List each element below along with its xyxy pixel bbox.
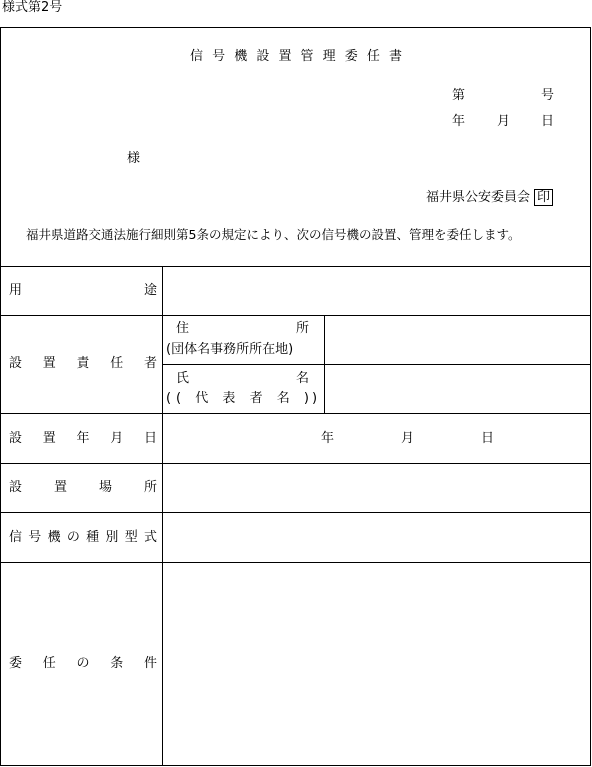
label-signal-type: 信 号 機 の 種 別 型 式 xyxy=(9,530,157,545)
issuer: 福井県公安委員会 xyxy=(426,190,531,205)
label-name-paren-open: ( xyxy=(166,391,172,406)
label-name: 氏 名 xyxy=(176,371,309,386)
label-address: 住 所 xyxy=(176,321,309,336)
row-line-date xyxy=(0,463,591,464)
label-column-line xyxy=(162,266,163,766)
label-address-note: (団体名事務所所在地) xyxy=(166,342,294,357)
number-go: 号 xyxy=(541,88,555,103)
label-conditions: 委 任 の 条 件 xyxy=(9,656,157,671)
label-location: 設 置 場 所 xyxy=(9,480,157,495)
table-top-line xyxy=(0,266,591,267)
install-date-year: 年 xyxy=(321,431,335,446)
addressee-suffix: 様 xyxy=(127,151,141,166)
label-name-paren-close: ) xyxy=(312,391,318,406)
row-line-location xyxy=(0,512,591,513)
label-name-note: ( 代 表 者 名 ) xyxy=(176,391,309,406)
row-line-type xyxy=(0,562,591,563)
issuer-line xyxy=(426,189,553,206)
seal-mark: 印 xyxy=(534,189,553,206)
date-month: 月 xyxy=(497,114,511,129)
row-line-address xyxy=(162,364,591,365)
form-number: 様式第2号 xyxy=(2,0,63,15)
label-install-date: 設 置 年 月 日 xyxy=(9,431,157,446)
install-date-day: 日 xyxy=(481,431,495,446)
install-date-month: 月 xyxy=(401,431,415,446)
label-manager: 設 置 責 任 者 xyxy=(9,356,157,371)
date-year: 年 xyxy=(452,114,466,129)
statement: 福井県道路交通法施行細則第5条の規定により、次の信号機の設置、管理を委任します。 xyxy=(26,227,521,242)
document-title: 信 号 機 設 置 管 理 委 任 書 xyxy=(190,49,402,64)
sub-label-column-line xyxy=(324,315,325,413)
date-day: 日 xyxy=(541,114,555,129)
row-line-manager xyxy=(0,413,591,414)
label-purpose: 用 途 xyxy=(9,283,157,298)
number-dai: 第 xyxy=(452,88,466,103)
row-line-purpose xyxy=(0,315,591,316)
